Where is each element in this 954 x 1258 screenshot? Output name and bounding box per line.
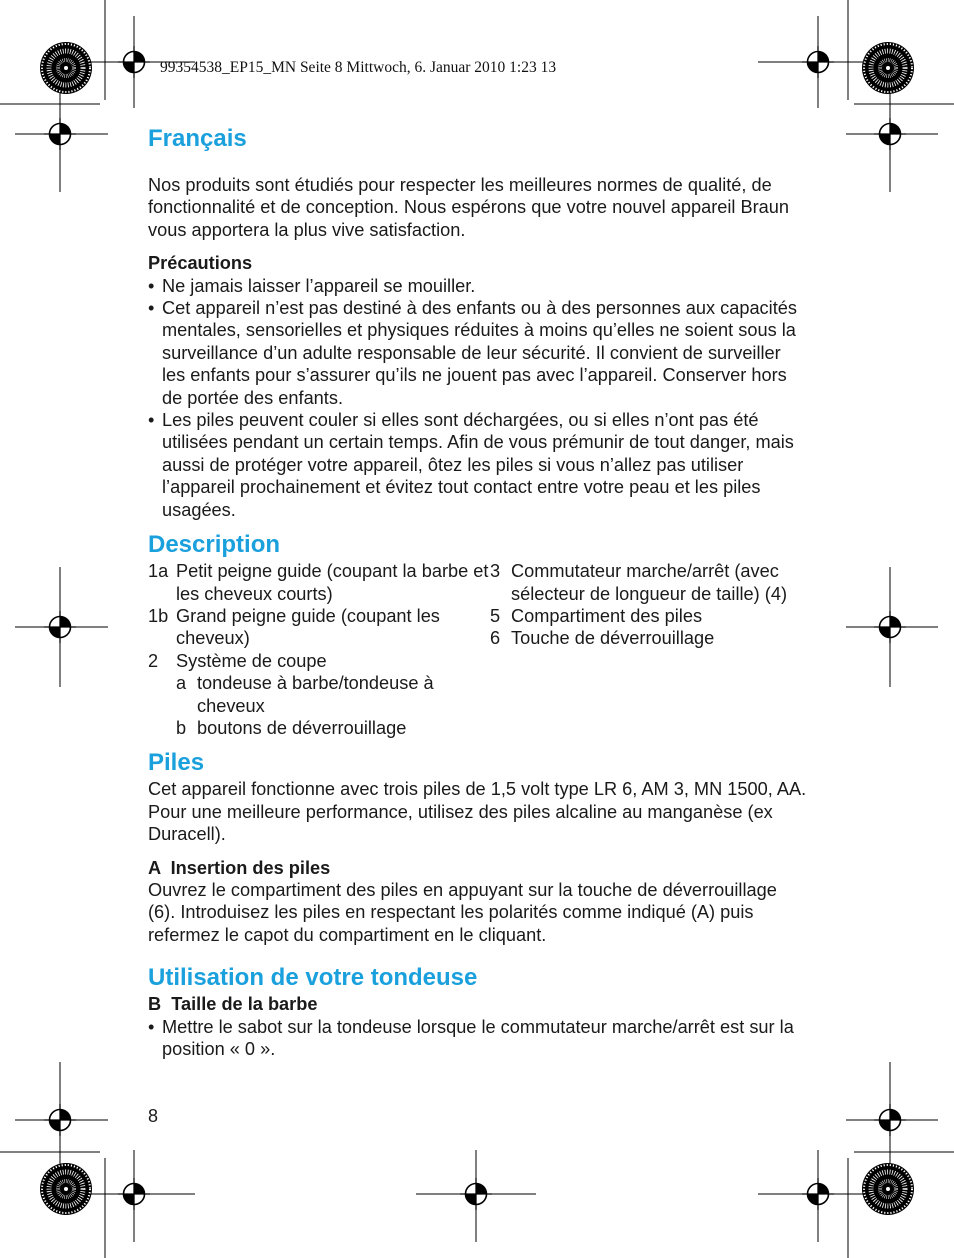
intro-paragraph: Nos produits sont étudiés pour respecter les meilleures normes de qualité, de fonctionnalité et de conception. Nous espérons que votre nouvel appareil Braun vous apportera la plus vive satisfaction. bbox=[148, 175, 790, 240]
list-item: 1b Grand peigne guide (coupant les cheveux) bbox=[148, 605, 440, 649]
list-item: b boutons de déverrouillage bbox=[176, 717, 407, 738]
registration-mark bbox=[416, 1150, 536, 1242]
utilisation-list bbox=[148, 1016, 808, 1061]
piles-subtitle: A Insertion des piles bbox=[148, 857, 331, 878]
utilisation-subtitle: B Taille de la barbe bbox=[148, 994, 318, 1015]
registration-mark bbox=[15, 1062, 108, 1170]
list-item: 5 Compartiment des piles bbox=[490, 605, 703, 626]
section-title-piles: Piles bbox=[148, 749, 205, 777]
description-list bbox=[148, 560, 808, 739]
list-item: 6 Touche de déverrouillage bbox=[490, 628, 715, 649]
registration-mark bbox=[15, 84, 108, 192]
section-title-description: Description bbox=[148, 531, 281, 559]
list-item: a tondeuse à barbe/tondeuse à cheveux bbox=[176, 673, 434, 716]
starburst-mark bbox=[40, 1163, 92, 1215]
precautions-list bbox=[148, 275, 808, 521]
page-number: 8 bbox=[148, 1106, 159, 1126]
list-item: • Les piles peuvent couler si elles sont déchargées, ou si elles n’ont pas été utilisées pendant un certain temps. Afin de vous prémunir de tout danger, mais aussi de protéger votre appareil, ôtez les piles si vous n’allez pas utiliser l’appareil prochainement et évitez tout contact entre votre peau et les piles usagées. bbox=[148, 409, 808, 521]
section-title-francais: Français bbox=[148, 125, 247, 152]
registration-mark bbox=[846, 84, 938, 192]
registration-mark bbox=[758, 16, 870, 108]
registration-mark bbox=[758, 1150, 870, 1242]
list-item: 3 Commutateur marche/arrêt (avec sélecteur de longueur de taille) (4) bbox=[490, 561, 788, 604]
print-slug: 99354538_EP15_MN Seite 8 Mittwoch, 6. Januar 2010 1:23 13 bbox=[160, 59, 557, 76]
section-title-utilisation: Utilisation de votre tondeuse bbox=[148, 964, 478, 992]
piles-paragraph: Cet appareil fonctionne avec trois piles de 1,5 volt type LR 6, AM 3, MN 1500, AA. Pour une meilleure performance, utilisez des piles alcaline au manganèse (ex Duracell). bbox=[148, 779, 807, 845]
starburst-mark bbox=[862, 42, 914, 94]
registration-mark bbox=[84, 1150, 195, 1242]
list-item: 1a Petit peigne guide (coupant la barbe et les cheveux courts) bbox=[148, 561, 489, 604]
registration-mark bbox=[846, 1062, 938, 1170]
list-item: • Cet appareil n’est pas destiné à des enfants ou à des personnes aux capacités mentales, sensorielles et physiques réduites à moins qu’elles ne soient sous la surveillance d’un adulte responsable de leur sécurité. Il convient de surveiller les enfants pour s’assurer qu’ils ne jouent pas avec l’appareil. Conserver hors de portée des enfants. bbox=[148, 297, 808, 409]
registration-mark bbox=[846, 567, 938, 687]
starburst-mark bbox=[40, 42, 92, 94]
page-content bbox=[148, 124, 808, 1060]
piles-text: Ouvrez le compartiment des piles en appuyant sur la touche de déverrouillage (6). Introduisez les piles en respectant les polarités comme indiqué (A) puis refermez le capot du compartiment en le cliquant. bbox=[148, 879, 777, 945]
list-item: • Ne jamais laisser l’appareil se mouiller. bbox=[148, 275, 808, 297]
registration-mark bbox=[15, 567, 108, 687]
list-item: • Mettre le sabot sur la tondeuse lorsque le commutateur marche/arrêt est sur la position « 0 ». bbox=[148, 1016, 808, 1061]
list-item: 2 Système de coupe bbox=[148, 650, 327, 671]
starburst-mark bbox=[862, 1163, 914, 1215]
precautions-title: Précautions bbox=[148, 253, 253, 274]
